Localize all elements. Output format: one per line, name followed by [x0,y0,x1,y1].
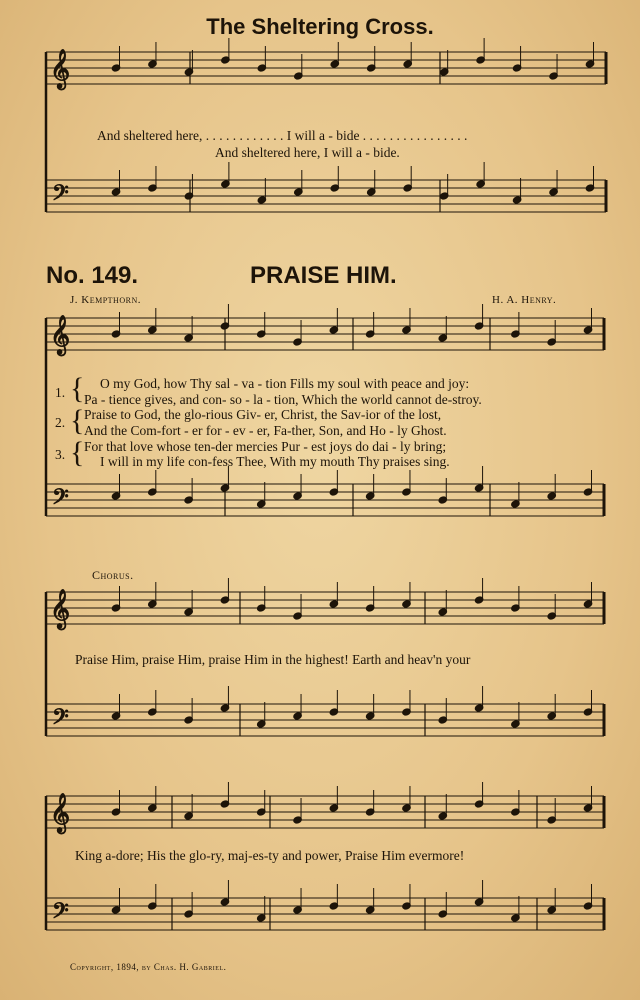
chorus-label: Chorus. [92,568,134,582]
verse-number-1: 1. [55,385,66,400]
verse-number-2: 2. [55,415,66,430]
chorus-line-2: King a-dore; His the glo-ry, maj-es-ty and power, Praise Him evermore! [75,848,465,863]
bass-clef-icon: 𝄢 [52,899,69,929]
verse-line: And the Com-fort - er for - ev - er, Fa-ther, Son, and Ho - ly Ghost. [84,423,447,438]
composer: J. Kempthorn. [70,294,141,306]
verse-brace: { [70,436,85,469]
bass-clef-icon: 𝄢 [52,181,69,211]
verse-line: Pa - tience gives, and con- so - la - tion, Which the world cannot de-stroy. [84,392,482,407]
bass-clef-icon: 𝄢 [52,705,69,735]
top-lyric-line-2: And sheltered here, I will a - bide. [215,145,400,160]
verse-brace: { [70,404,85,437]
hymn-title: PRAISE HIM. [250,262,397,289]
bass-clef-icon: 𝄢 [52,485,69,515]
chorus-line-1: Praise Him, praise Him, praise Him in the highest! Earth and heav'n your [75,652,471,667]
hymn-number: No. 149. [46,262,139,289]
treble-clef-icon: 𝄞 [50,793,71,833]
arranger: H. A. Henry. [492,294,557,306]
top-lyric-line-1: And sheltered here, . . . . . . . . . . . . I will a - bide . . . . . . . . . . . . . . . . [97,128,468,143]
treble-clef-icon: 𝄞 [50,49,71,89]
verse-brace: { [70,372,85,405]
top-hymn-title: The Sheltering Cross. [206,14,434,39]
verse-number-3: 3. [55,447,66,462]
verse-line: I will in my life con-fess Thee, With my mouth Thy praises sing. [100,454,450,469]
treble-clef-icon: 𝄞 [50,315,71,355]
copyright: Copyright, 1894, by Chas. H. Gabriel. [70,962,227,972]
verse-line: Praise to God, the glo-rious Giv- er, Christ, the Sav-ior of the lost, [84,407,442,422]
verse-line: For that love whose ten-der mercies Pur - est joys do dai - ly bring; [84,439,447,454]
treble-clef-icon: 𝄞 [50,589,71,629]
verse-line: O my God, how Thy sal - va - tion Fills my soul with peace and joy: [100,376,470,391]
